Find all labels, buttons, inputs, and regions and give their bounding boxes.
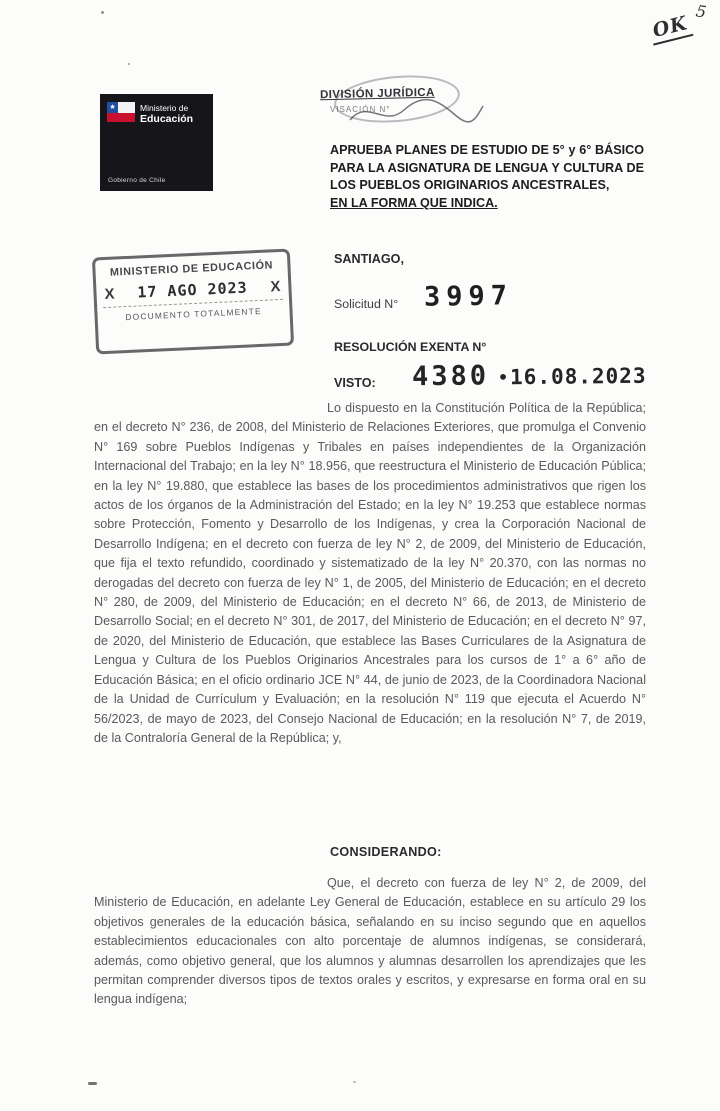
stamp-x-left: X (104, 285, 115, 303)
handwritten-page-number: 5 (694, 1, 708, 22)
scan-speck (101, 11, 104, 14)
logo-education-text: Educación (140, 113, 194, 125)
flag-star-icon: ★ (107, 102, 118, 113)
document-title-underlined: EN LA FORMA QUE INDICA. (330, 195, 498, 210)
division-juridica-label: DIVISIÓN JURÍDICA (319, 86, 435, 102)
ministry-logo (100, 94, 213, 191)
reception-date-stamp (92, 249, 294, 355)
visto-paragraph: Lo dispuesto en la Constitución Política de la República; en el decreto N° 236, de 2008, del Ministerio de Relaciones Exteriores, que promulga el Convenio N° 169 sobre Pueblos Indígenas y Tribales en países independientes de la Organización Internacional del Trabajo; en la ley N° 18.956, que reestructura el Ministerio de Educación Pública; en la ley N° 19.880, que establece las bases de los procedimientos administrativos que rigen los actos de los órganos de la Administración del Estado; en la ley N° 19.253 que establece normas sobre Protección, Fomento y Desarrollo de los Indígenas, y crea la Corporación Nacional de Desarrollo Indígena; en el decreto con fuerza de ley N° 2, de 2009, del Ministerio de Educación, que fija el texto refundido, coordinado y sistematizado de la ley N° 20.370, con las normas no derogadas del decreto con fuerza de ley N° 1, de 2005, del Ministerio de Educación; en el decreto N° 280, de 2009, del Ministerio de Educación; en el decreto N° 66, de 2013, de Ministerio de Desarrollo Social; en el decreto N° 301, de 2017, del Ministerio de Educación; en el decreto N° 97, de 2020, del Ministerio de Educación, que establece las Bases Curriculares de la Asignatura de Lengua y Cultura de los Pueblos Originarios Ancestrales para los cursos de 1° a 6° año de Educación Básica; en el oficio ordinario JCE N° 44, de junio de 2023, de la Coordinadora Nacional de la Unidad de Currículum y Evaluación; en la resolución N° 119 que ejecuta el Acuerdo N° 56/2023, de mayo de 2023, del Consejo Nacional de Educación; en la resolución N° 7, de 2019, de la Contraloría General de la República; y, (94, 401, 646, 745)
stamp-org-label: MINISTERIO DE EDUCACIÓN (109, 259, 274, 279)
logo-government-text: Gobierno de Chile (108, 177, 166, 184)
resolution-date: 16.08.2023 (509, 363, 647, 390)
resolution-number: 4380 (411, 360, 490, 393)
city-label: SANTIAGO, (334, 252, 404, 266)
scan-speck (128, 63, 130, 65)
resolution-separator-dot: • (496, 365, 510, 390)
logo-ministry-text: Ministerio de (140, 103, 189, 113)
document-title (330, 142, 644, 212)
handwritten-ok-mark: OK (648, 11, 694, 45)
resolution-number-stamp (412, 359, 647, 392)
stamp-date: 17 AGO 2023 (136, 278, 249, 302)
chile-flag-icon (107, 102, 135, 122)
division-juridica-stamp (320, 84, 560, 144)
document-title-main: APRUEBA PLANES DE ESTUDIO DE 5° y 6° BÁSICO PARA LA ASIGNATURA DE LENGUA Y CULTURA DE LOS PUEBLOS ORIGINARIOS ANCESTRALES, (330, 143, 644, 193)
visto-label: VISTO: (334, 376, 376, 390)
visacion-label: VISACIÓN N° (330, 105, 391, 114)
stamp-x-right: X (269, 277, 281, 295)
signature-scribble (346, 94, 486, 130)
scan-speck (88, 1082, 97, 1085)
resolucion-exenta-label: RESOLUCIÓN EXENTA N° (334, 340, 487, 354)
solicitud-number-stamp: 3997 (423, 280, 514, 313)
considerando-label: CONSIDERANDO: (330, 845, 442, 859)
scan-speck (353, 1081, 356, 1083)
stamp-note: DOCUMENTO TOTALMENTE (125, 305, 262, 323)
solicitud-label: Solicitud N° (334, 297, 399, 311)
considerando-paragraph: Que, el decreto con fuerza de ley N° 2, de 2009, del Ministerio de Educación, en adelante Ley General de Educación, establece en su artículo 29 los objetivos generales de la educación básica, señalando en su inciso segundo que en aquellos establecimientos educacionales con alto porcentaje de alumnos indígenas, se considerará, además, como objetivo general, que los alumnos y alumnas desarrollen los aprendizajes que les permitan comprender diversos tipos de textos orales y escritos, y expresarse en forma oral en su lengua indígena; (94, 876, 646, 1007)
